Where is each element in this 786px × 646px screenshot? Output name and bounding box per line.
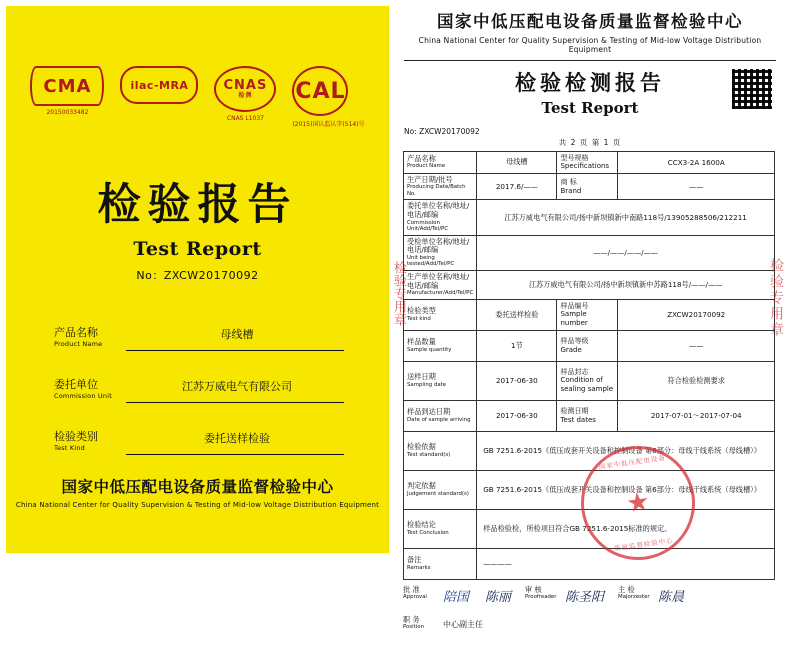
table-row-remarks [404,548,775,579]
sig-label-en: Position [403,623,424,630]
report-title-en: Test Report [541,99,639,117]
row-label2-en: Specifications [560,162,610,171]
cover-field-label-cn: 产品名称 [54,326,98,339]
sig-label-en: Approval [403,593,427,600]
row-label-cn: 受检单位名称/地址/电话/邮编 [407,236,470,255]
cover-field-commission-unit [54,376,344,428]
cover-field-label-en: Product Name [54,339,103,348]
row-label-cn: 检验类型 [407,306,436,316]
row-label2-cn: 商 标 [560,178,577,187]
field-rule [126,454,344,455]
table-row [404,299,775,330]
row-label2-cn: 样品编号 [560,302,589,311]
row-label-cn: 判定依据 [407,481,436,491]
row-value: 2017-06-30 [477,361,557,400]
cover-field-label-en: Commission Unit [54,391,112,400]
table-row [404,330,775,361]
row-label2-en: Sample number [560,310,588,327]
row-label-en: Date of sample arriving [407,416,471,423]
cnas-mark: CNAS [223,78,268,94]
row-value: 母线槽 [477,152,557,174]
cover-footer [6,475,389,509]
header-divider [404,60,776,61]
table-row [404,200,775,235]
cover-title-cn: 检验报告 [97,180,298,230]
row-label-en: Manufacturer/Add/Tel/PC [407,290,474,297]
cover-field-value: 江苏万威电气有限公司 [182,380,292,393]
row-label-cn: 检验结论 [407,520,436,530]
table-row [404,400,775,431]
row-label-cn: 送样日期 [407,372,436,382]
sig-label-cn: 主 检 [618,584,635,594]
report-header [400,8,780,61]
sig-name-majortester: 陈晨 [658,589,685,605]
row-value2: CCX3-2A 1600A [618,152,775,174]
cover-field-value: 委托送样检验 [204,432,270,445]
cover-field-label-en: Test Kind [54,443,85,452]
report-header-cn: 国家中低压配电设备质量监督检验中心 [437,12,743,31]
accreditation-logo-row [6,66,389,138]
cover-field-product-name [54,324,344,376]
cover-field-test-kind [54,428,344,480]
stamp-star-icon: ★ [624,486,652,520]
row-label-en: Test kind [407,315,431,322]
row-value: GB 7251.6-2015《低压成套开关设备和控制设备 第6部分：母线干线系统（母线槽）》 [477,470,775,509]
cal-logo-icon: CAL (2015)国认监认字(514)号 [292,66,364,128]
ilac-mra-logo-icon: ilac-MRA [120,66,198,104]
row-label-cn: 生产日期/批号 [407,174,453,184]
row-value: 江苏万威电气有限公司/扬中新坝镇新中苏路118号/——/—— [477,270,775,299]
signature-row-position [403,616,780,646]
cover-field-label-cn: 检验类别 [54,430,98,443]
row-label-en: Test standard(s) [407,451,451,458]
table-row [404,152,775,174]
row-label2-cn: 检测日期 [560,407,589,416]
cover-field-label-cn: 委托单位 [54,378,98,391]
sig-label-cn: 审 核 [525,584,542,594]
row-label-en: Product Name [407,163,446,170]
row-label-cn: 检验依据 [407,442,436,452]
sig-label-cn: 职 务 [403,614,420,624]
row-value2: 2017-07-01～2017-07-04 [618,400,775,431]
cover-title-block [6,171,389,283]
stamp-text-bottom: 质量监督检验中心 [613,536,675,553]
report-page-count: 共 2 页 第 1 页 [558,138,622,147]
table-row [404,361,775,400]
report-header-en: China National Center for Quality Supervision & Testing of Mid-low Voltage Distribution Equipment [418,36,762,54]
report-number: No: ZXCW20170092 [404,127,480,136]
cnas-logo-icon: CNAS 检测 CNAS L1037 [214,66,276,122]
row-value: 样品检验检，所检项目符合GB 7251.6-2015标准的规定。 [477,509,775,548]
row-label2-en: Test dates [560,415,596,424]
row-label2-en: Grade [560,345,582,354]
row-label-cn: 产品名称 [407,153,436,163]
row-value2: 符合检验检测要求 [618,361,775,400]
sig-name-approval: 陈丽 [485,589,512,605]
sig-label-en: Majorzester [618,593,650,600]
report-title-block [400,67,780,125]
cover-title-en: Test Report [133,238,262,260]
sig-label-cn: 批 准 [403,584,420,594]
cover-report-number: No：ZXCW20170092 [136,269,259,282]
row-label-cn: 生产单位名称/地址/电话/邮编 [407,271,470,290]
table-row [404,270,775,299]
cover-footer-en: China National Center for Quality Supervision & Testing of Mid-low Voltage Distribution Equipment [15,501,380,509]
row-value: ———— [477,548,775,579]
row-value2: —— [618,173,775,200]
cma-logo-icon: CMA 20150033482 [30,66,104,116]
field-rule [126,350,344,351]
row-value2: —— [618,330,775,361]
table-row [404,235,775,270]
row-label-cn: 样品到达日期 [407,407,451,417]
row-label-en: Judgement standard(s) [407,490,469,497]
row-label-cn: 委托单位名称/地址/电话/邮编 [407,201,470,220]
row-label2-cn: 样品封志 Condition of sealing sample [560,368,614,393]
cover-side-stamp: 检验专用章 [391,261,406,326]
row-label-en: Test Conclusion [407,529,449,536]
row-value: 江苏万威电气有限公司/扬中新坝镇新中南路118号/13905288506/212211 [477,200,775,235]
qr-code-icon [730,67,774,111]
row-label-en: Sampling date [407,381,447,388]
report-body [400,8,784,630]
cnas-mark-sub: 检测 [238,91,253,99]
row-label-en: Producing Date/Batch No. [407,184,466,197]
row-label-en: Sample quantity [407,346,452,353]
row-label2-cn: 样品等级 [560,337,589,346]
row-value: ——/——/——/—— [477,235,775,270]
row-label-en: Commission Unit/Add/Tel/PC [407,219,449,233]
sig-role-approval: 陪国 [443,589,470,605]
field-rule [126,402,344,403]
row-label2-en: Brand [560,186,582,195]
table-row [404,173,775,200]
sig-name-proofreader: 陈圣阳 [565,589,605,605]
stamp-text-top: 国家中低压配电设备 [598,453,667,471]
sig-position-value: 中心副主任 [443,619,483,629]
row-value: 委托送样检验 [477,299,557,330]
row-value: GB 7251.6-2015《低压成套开关设备和控制设备 第6部分：母线干线系统（母线槽）》 [477,431,775,470]
row-value: 2017-06-30 [477,400,557,431]
row-label-cn: 样品数量 [407,337,436,347]
row-label-en: Unit being tested/Add/Tel/PC [407,254,455,268]
cover-field-list [54,324,344,480]
report-title-cn: 检验检测报告 [515,70,665,95]
row-label-en: Remarks [407,564,431,571]
row-label-cn: 备注 [407,555,422,565]
row-value: 2017.6/—— [477,173,557,200]
signature-row-approval [403,586,780,616]
row-value: 1节 [477,330,557,361]
cover-footer-cn: 国家中低压配电设备质量监督检验中心 [61,478,334,496]
row-value2: ZXCW20170092 [618,299,775,330]
cover-field-value: 母线槽 [220,328,254,341]
report-cover [6,6,406,553]
report-side-stamp: 检验专用章 [768,258,784,338]
sig-label-en: Proofreader [525,593,557,600]
row-label2-cn: 型号规格 [560,154,589,162]
